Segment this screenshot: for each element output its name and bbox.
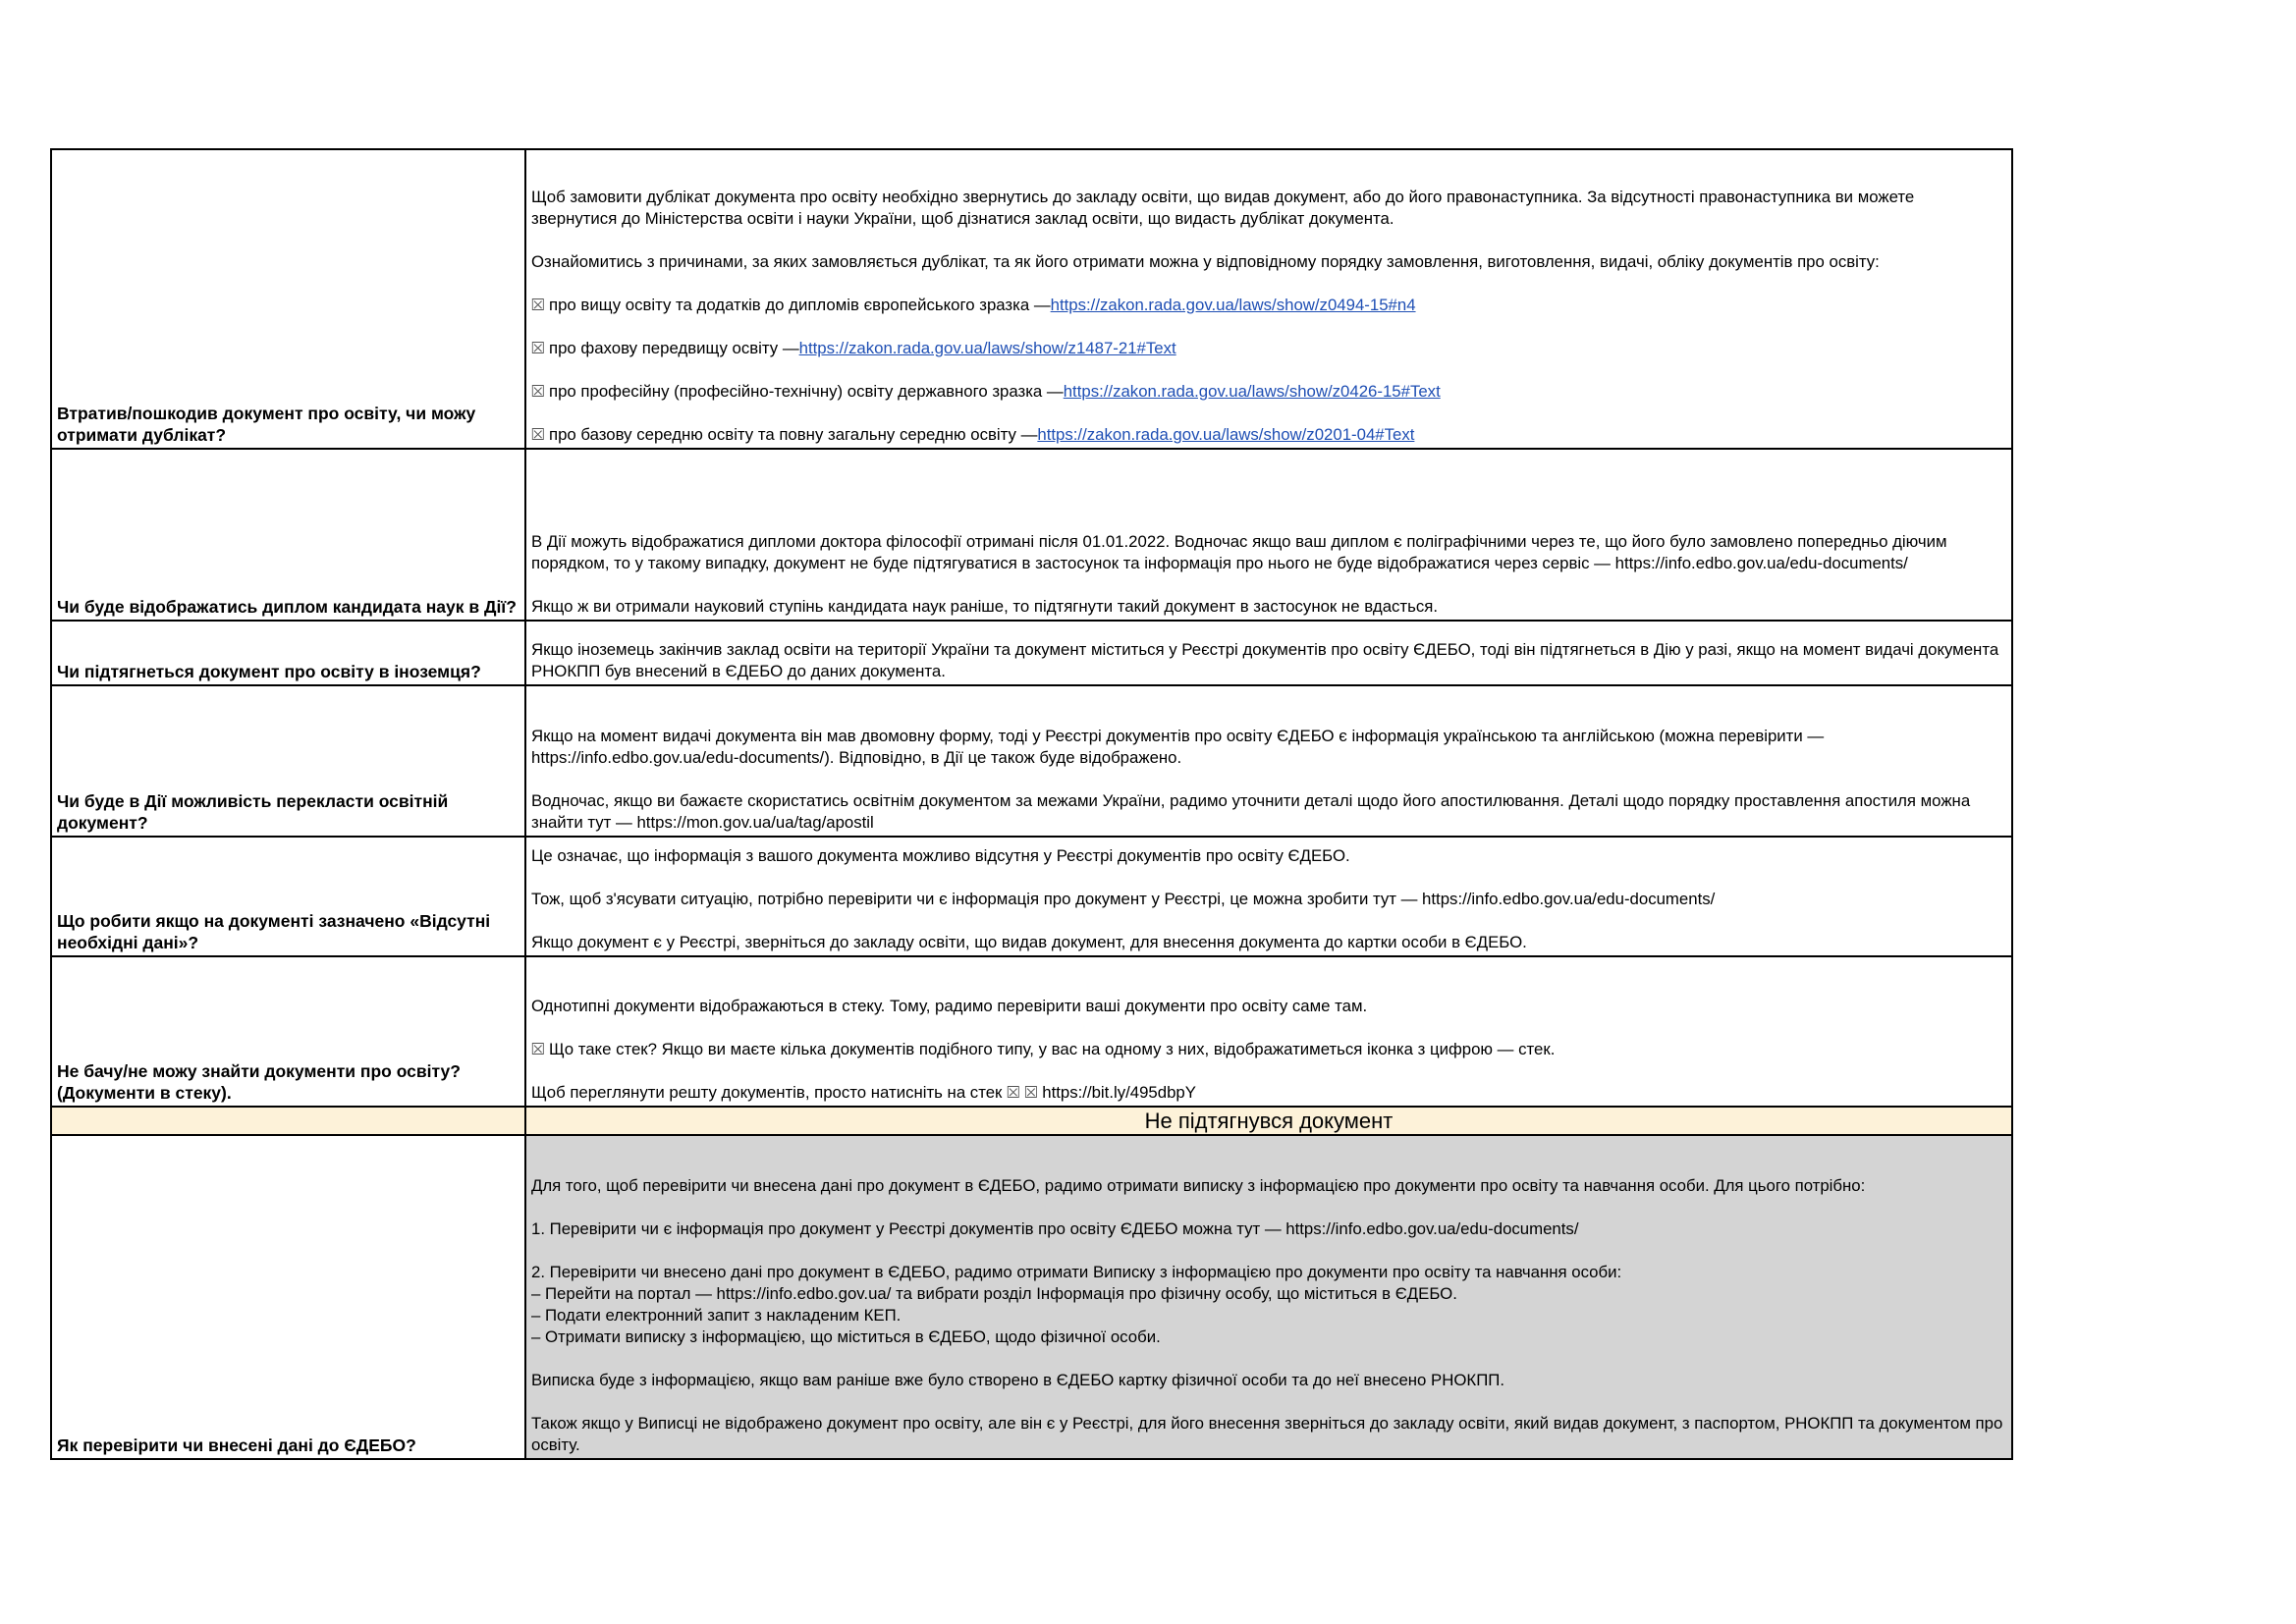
faq-answer <box>525 449 2012 621</box>
bullet-icon: ⮽ <box>531 425 545 444</box>
faq-question: Втратив/пошкодив документ про освіту, чи можу отримати дублікат? <box>51 149 525 449</box>
answer-paragraph: Це означає, що інформація з вашого документа можливо відсутня у Реєстрі документів про освіту ЄДЕБО. <box>531 846 1350 865</box>
law-link[interactable]: https://zakon.rada.gov.ua/laws/show/z1487-21#Text <box>798 339 1176 357</box>
faq-question: Що робити якщо на документі зазначено «Відсутні необхідні дані»? <box>51 837 525 956</box>
law-link[interactable]: https://zakon.rada.gov.ua/laws/show/z0494-15#n4 <box>1050 296 1416 314</box>
faq-question: Чи підтягнеться документ про освіту в іноземця? <box>51 621 525 685</box>
law-link[interactable]: https://zakon.rada.gov.ua/laws/show/z0201-04#Text <box>1037 425 1415 444</box>
faq-row <box>51 837 2012 956</box>
faq-row <box>51 1135 2012 1459</box>
answer-paragraph: 2. Перевірити чи внесено дані про документ в ЄДЕБО, радимо отримати Виписку з інформацією про документи про освіту та навчання особи: <box>531 1263 1622 1281</box>
law-link[interactable]: https://zakon.rada.gov.ua/laws/show/z0426-15#Text <box>1063 382 1441 401</box>
section-spacer <box>51 1107 525 1135</box>
arrow-icon: ⮽ ⮽ <box>1007 1083 1038 1102</box>
answer-paragraph: В Дії можуть відображатися дипломи доктора філософії отримані після 01.01.2022. Водночас якщо ваш диплом є поліграфічними через те, що його було замовлено попередньо діючим порядком, то у такому випадку, документ не буде підтягуватися в застосунок та інформація про нього не буде відображатися через сервіс — https://info.edbo.gov.ua/edu-documents/ <box>531 532 1947 572</box>
bullet-item: ⮽ про базову середню освіту та повну загальну середню освіту —https://zakon.rada.gov.ua/laws/show/z0201-04#Text <box>531 425 1415 444</box>
answer-paragraph: Водночас, якщо ви бажаєте скористатись освітнім документом за межами України, радимо уточнити деталі щодо його апостилювання. Деталі щодо порядку проставлення апостиля можна знайти тут — https://mon.gov.ua/ua/tag/apostil <box>531 791 1971 832</box>
faq-question: Чи буде відображатись диплом кандидата наук в Дії? <box>51 449 525 621</box>
faq-question: Чи буде в Дії можливість перекласти освітній документ? <box>51 685 525 837</box>
bullet-icon: ⮽ <box>531 382 545 401</box>
faq-question: Не бачу/не можу знайти документи про освіту? (Документи в стеку). <box>51 956 525 1107</box>
bullet-item: ⮽ про вищу освіту та додатків до дипломів європейського зразка —https://zakon.rada.gov.ua/laws/show/z0494-15#n4 <box>531 296 1416 314</box>
answer-paragraph: Виписка буде з інформацією, якщо вам раніше вже було створено в ЄДЕБО картку фізичної особи та до неї внесено РНОКПП. <box>531 1371 1504 1389</box>
answer-paragraph: Щоб замовити дублікат документа про освіту необхідно звернутись до закладу освіти, що видав документ, або до його правонаступника. За відсутності правонаступника ви можете звернутися до Міністерства освіти і науки України, щоб дізнатися заклад освіти, що видасть дублікат документа. <box>531 188 1915 228</box>
faq-row <box>51 449 2012 621</box>
faq-table <box>50 148 2013 1460</box>
answer-paragraph: Також якщо у Виписці не відображено документ про освіту, але він є у Реєстрі, для його внесення зверніться до закладу освіти, який видав документ, з паспортом, РНОКПП та документом про освіту. <box>531 1414 2003 1454</box>
faq-row <box>51 149 2012 449</box>
bullet-item: ⮽ Що таке стек? Якщо ви маєте кілька документів подібного типу, у вас на одному з них, відображатиметься іконка з цифрою — стек. <box>531 1040 1556 1058</box>
faq-answer <box>525 837 2012 956</box>
faq-answer <box>525 149 2012 449</box>
step-item: – Перейти на портал — https://info.edbo.gov.ua/ та вибрати розділ Інформація про фізичну особу, що міститься в ЄДЕБО. <box>531 1284 1457 1303</box>
answer-paragraph: Однотипні документи відображаються в стеку. Тому, радимо перевірити ваші документи про освіту саме там. <box>531 997 1368 1015</box>
section-title: Не підтягнувся документ <box>525 1107 2012 1135</box>
faq-answer <box>525 685 2012 837</box>
bullet-item: ⮽ про фахову передвищу освіту —https://zakon.rada.gov.ua/laws/show/z1487-21#Text <box>531 339 1176 357</box>
faq-row <box>51 956 2012 1107</box>
bullet-icon: ⮽ <box>531 339 545 357</box>
faq-answer <box>525 1135 2012 1459</box>
faq-row <box>51 621 2012 685</box>
faq-answer <box>525 621 2012 685</box>
section-header-row <box>51 1107 2012 1135</box>
faq-question: Як перевірити чи внесені дані до ЄДЕБО? <box>51 1135 525 1459</box>
answer-paragraph: Якщо на момент видачі документа він мав двомовну форму, тоді у Реєстрі документів про освіту ЄДЕБО є інформація українською та англійською (можна перевірити — https://info.edbo.gov.ua/edu-documents/). Відповідно, в Дії це також буде відображено. <box>531 727 1825 767</box>
answer-paragraph: Ознайомитись з причинами, за яких замовляється дублікат, та як його отримати можна у відповідному порядку замовлення, виготовлення, видачі, обліку документів про освіту: <box>531 252 1880 271</box>
bullet-icon: ⮽ <box>531 1040 545 1058</box>
stack-link[interactable]: https://bit.ly/495dbpY <box>1042 1083 1196 1102</box>
step-item: – Подати електронний запит з накладеним КЕП. <box>531 1306 902 1325</box>
answer-paragraph: Якщо документ є у Реєстрі, зверніться до закладу освіти, що видав документ, для внесення документа до картки особи в ЄДЕБО. <box>531 933 1527 951</box>
faq-row <box>51 685 2012 837</box>
faq-answer <box>525 956 2012 1107</box>
answer-paragraph: Для того, щоб перевірити чи внесена дані про документ в ЄДЕБО, радимо отримати виписку з інформацією про документи про освіту та навчання особи. Для цього потрібно: <box>531 1176 1866 1195</box>
bullet-icon: ⮽ <box>531 296 545 314</box>
bullet-item: ⮽ про професійну (професійно-технічну) освіту державного зразка —https://zakon.rada.gov.ua/laws/show/z0426-15#Text <box>531 382 1441 401</box>
answer-paragraph: Щоб переглянути решту документів, просто натисніть на стек ⮽ ⮽ https://bit.ly/495dbpY <box>531 1083 1196 1102</box>
answer-paragraph: Якщо іноземець закінчив заклад освіти на території України та документ міститься у Реєстрі документів про освіту ЄДЕБО, тоді він підтягнеться в Дію у разі, якщо на момент видачі документа РНОКПП був внесений в ЄДЕБО до даних документа. <box>531 640 1999 680</box>
answer-paragraph: 1. Перевірити чи є інформація про документ у Реєстрі документів про освіту ЄДЕБО можна тут — https://info.edbo.gov.ua/edu-documents/ <box>531 1219 1579 1238</box>
faq-sheet <box>50 148 2013 1460</box>
answer-paragraph: Якщо ж ви отримали науковий ступінь кандидата наук раніше, то підтягнути такий документ в застосунок не вдасться. <box>531 597 1439 616</box>
step-item: – Отримати виписку з інформацією, що міститься в ЄДЕБО, щодо фізичної особи. <box>531 1327 1161 1346</box>
answer-paragraph: Тож, щоб з'ясувати ситуацію, потрібно перевірити чи є інформація про документ у Реєстрі, це можна зробити тут — https://info.edbo.gov.ua/edu-documents/ <box>531 890 1716 908</box>
